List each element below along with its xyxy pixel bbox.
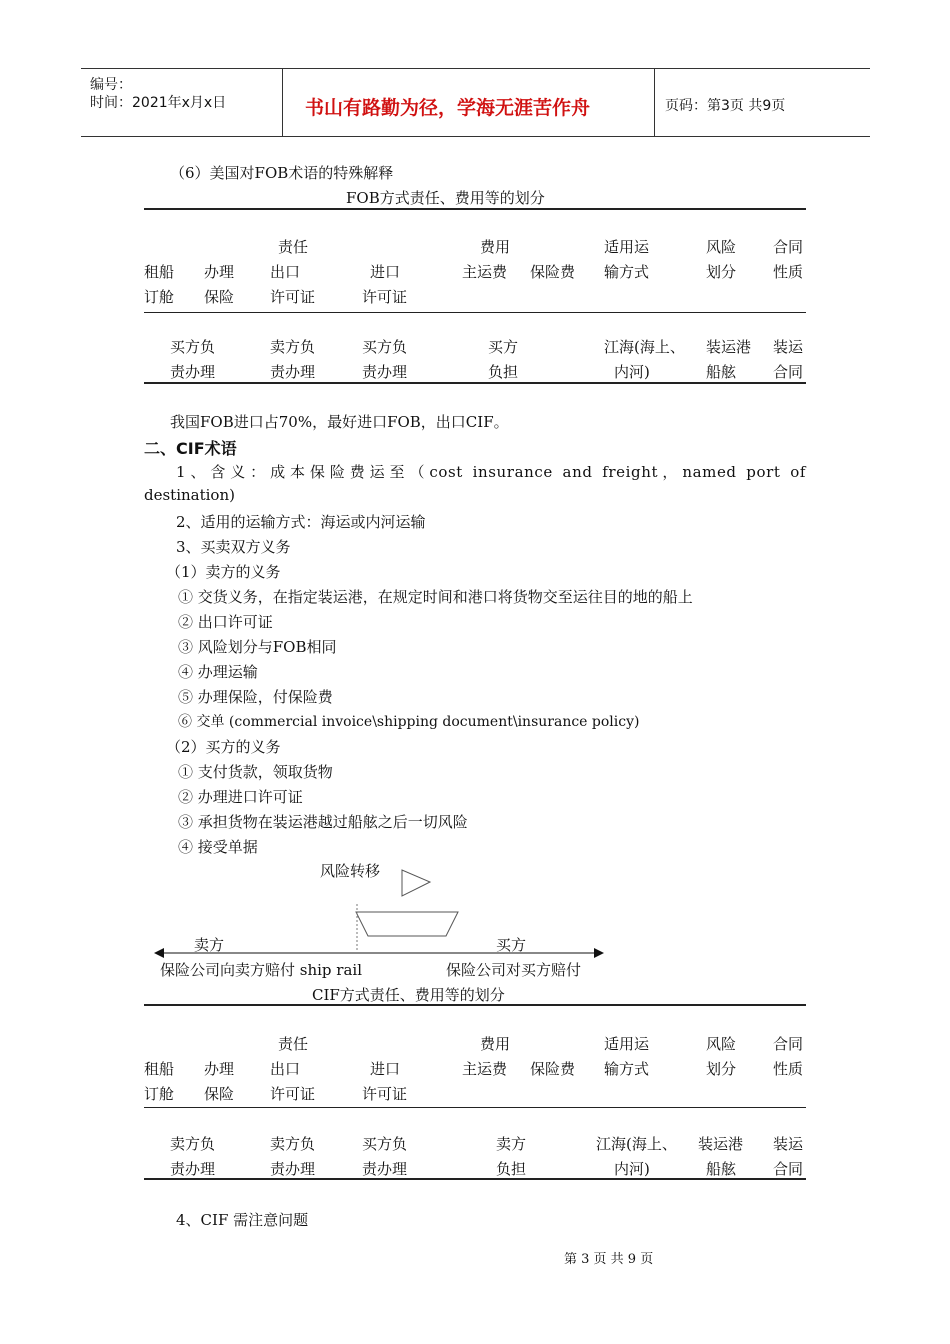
table-cell: 买方 xyxy=(488,338,519,356)
list-item: ⑥ 交单 (commercial invoice\shipping document\insurance policy) xyxy=(178,714,640,730)
table-cell: 内河) xyxy=(614,363,650,381)
table-header: 进口 xyxy=(370,263,401,281)
buyer-duties-title: （2）买方的义务 xyxy=(166,738,281,756)
table-header: 租船 xyxy=(144,263,175,281)
cif-note-4: 4、CIF 需注意问题 xyxy=(176,1211,309,1229)
table-cell: 合同 xyxy=(773,363,804,381)
section2-title: 二、CIF术语 xyxy=(144,439,237,458)
table-header: 划分 xyxy=(706,1060,737,1078)
table-cell: 卖方负 xyxy=(170,1135,216,1153)
table-cell: 装运 xyxy=(773,1135,804,1153)
table-cell: 责办理 xyxy=(170,1160,216,1178)
table-cell: 船舷 xyxy=(706,363,737,381)
list-item: ④ 办理运输 xyxy=(178,663,258,681)
table-rule xyxy=(144,1178,806,1180)
table-header: 保险 xyxy=(204,1085,235,1103)
list-item: ② 办理进口许可证 xyxy=(178,788,303,806)
header-divider xyxy=(282,69,283,136)
cif-transport-mode: 2、适用的运输方式：海运或内河运输 xyxy=(176,513,426,531)
table-header: 许可证 xyxy=(362,1085,408,1103)
table-header: 许可证 xyxy=(270,288,316,306)
table-cell: 江海(海上、 xyxy=(596,1135,677,1153)
list-item: ③ 风险划分与FOB相同 xyxy=(178,638,337,656)
table-header: 出口 xyxy=(270,1060,301,1078)
table-group-header: 费用 xyxy=(480,1035,511,1053)
table-header: 输方式 xyxy=(604,1060,650,1078)
table-header: 保险费 xyxy=(530,263,576,281)
table-header: 租船 xyxy=(144,1060,175,1078)
table-header: 许可证 xyxy=(270,1085,316,1103)
list-item: ② 出口许可证 xyxy=(178,613,273,631)
fob-note: 我国FOB进口占70%，最好进口FOB，出口CIF。 xyxy=(170,413,509,431)
table-header: 订舱 xyxy=(144,288,175,306)
table-header: 适用运 xyxy=(604,1035,650,1053)
table-header: 许可证 xyxy=(362,288,408,306)
header-page: 页码：第3页 共9页 xyxy=(665,98,786,114)
list-item: ① 支付货款，领取货物 xyxy=(178,763,333,781)
list-item: ③ 承担货物在装运港越过船舷之后一切风险 xyxy=(178,813,468,831)
table-header: 主运费 xyxy=(462,263,508,281)
table-cell: 内河) xyxy=(614,1160,650,1178)
table-header: 输方式 xyxy=(604,263,650,281)
header-motto: 书山有路勤为径，学海无涯苦作舟 xyxy=(305,97,591,119)
seller-label: 卖方 xyxy=(194,936,225,954)
table-header: 性质 xyxy=(773,1060,804,1078)
table-header: 主运费 xyxy=(462,1060,508,1078)
table-header: 适用运 xyxy=(604,238,650,256)
table-cell: 船舷 xyxy=(706,1160,737,1178)
table-cell: 买方负 xyxy=(362,338,408,356)
table-cell: 责办理 xyxy=(170,363,216,381)
header-time: 时间：2021年x月x日 xyxy=(90,95,227,111)
table-header: 办理 xyxy=(204,263,235,281)
header-number: 编号： xyxy=(90,77,132,93)
table-header: 订舱 xyxy=(144,1085,175,1103)
table-rule xyxy=(144,312,806,313)
table-header: 风险 xyxy=(706,238,737,256)
table-header: 合同 xyxy=(773,238,804,256)
table-cell: 卖方负 xyxy=(270,338,316,356)
table-cell: 责办理 xyxy=(362,363,408,381)
table-cell: 装运港 xyxy=(706,338,752,356)
table-rule xyxy=(144,1107,806,1108)
header-divider xyxy=(654,69,655,136)
table-header: 风险 xyxy=(706,1035,737,1053)
list-item: ⑤ 办理保险，付保险费 xyxy=(178,688,333,706)
table-cell: 负担 xyxy=(496,1160,527,1178)
page-footer: 第 3 页 共 9 页 xyxy=(564,1252,654,1267)
table-cell: 买方负 xyxy=(170,338,216,356)
table-header: 划分 xyxy=(706,263,737,281)
table-cell: 责办理 xyxy=(362,1160,408,1178)
list-item: ① 交货义务，在指定装运港，在规定时间和港口将货物交至运往目的地的船上 xyxy=(178,588,693,606)
table-header: 出口 xyxy=(270,263,301,281)
table-header: 办理 xyxy=(204,1060,235,1078)
seller-duties-title: （1）卖方的义务 xyxy=(166,563,281,581)
cif-table-caption: CIF方式责任、费用等的划分 xyxy=(312,986,505,1004)
fob-table-caption: FOB方式责任、费用等的划分 xyxy=(346,189,545,207)
table-cell: 合同 xyxy=(773,1160,804,1178)
list-item: ④ 接受单据 xyxy=(178,838,258,856)
table-cell: 责办理 xyxy=(270,363,316,381)
table-header: 进口 xyxy=(370,1060,401,1078)
cif-duties-title: 3、买卖双方义务 xyxy=(176,538,291,556)
table-cell: 装运 xyxy=(773,338,804,356)
table-cell: 买方负 xyxy=(362,1135,408,1153)
table-header: 保险费 xyxy=(530,1060,576,1078)
table-group-header: 责任 xyxy=(278,1035,309,1053)
table-header: 合同 xyxy=(773,1035,804,1053)
buyer-insurance-note: 保险公司对买方赔付 xyxy=(446,961,582,979)
table-cell: 卖方 xyxy=(496,1135,527,1153)
table-group-header: 责任 xyxy=(278,238,309,256)
cif-definition-cont: destination) xyxy=(144,486,235,504)
table-rule xyxy=(144,1004,806,1006)
seller-insurance-note: 保险公司向卖方赔付 ship rail xyxy=(160,961,363,979)
table-rule xyxy=(144,208,806,210)
table-group-header: 费用 xyxy=(480,238,511,256)
table-cell: 卖方负 xyxy=(270,1135,316,1153)
table-cell: 负担 xyxy=(488,363,519,381)
table-cell: 装运港 xyxy=(698,1135,744,1153)
table-cell: 江海(海上、 xyxy=(604,338,685,356)
table-rule xyxy=(144,382,806,384)
table-header: 性质 xyxy=(773,263,804,281)
section6-title: （6）美国对FOB术语的特殊解释 xyxy=(170,164,394,182)
table-header: 保险 xyxy=(204,288,235,306)
risk-transfer-label: 风险转移 xyxy=(320,862,381,880)
table-cell: 责办理 xyxy=(270,1160,316,1178)
cif-definition: 1、含义：成本保险费运至（cost insurance and freight，named port of xyxy=(176,463,806,481)
buyer-label: 买方 xyxy=(496,936,527,954)
page-header xyxy=(81,68,870,137)
